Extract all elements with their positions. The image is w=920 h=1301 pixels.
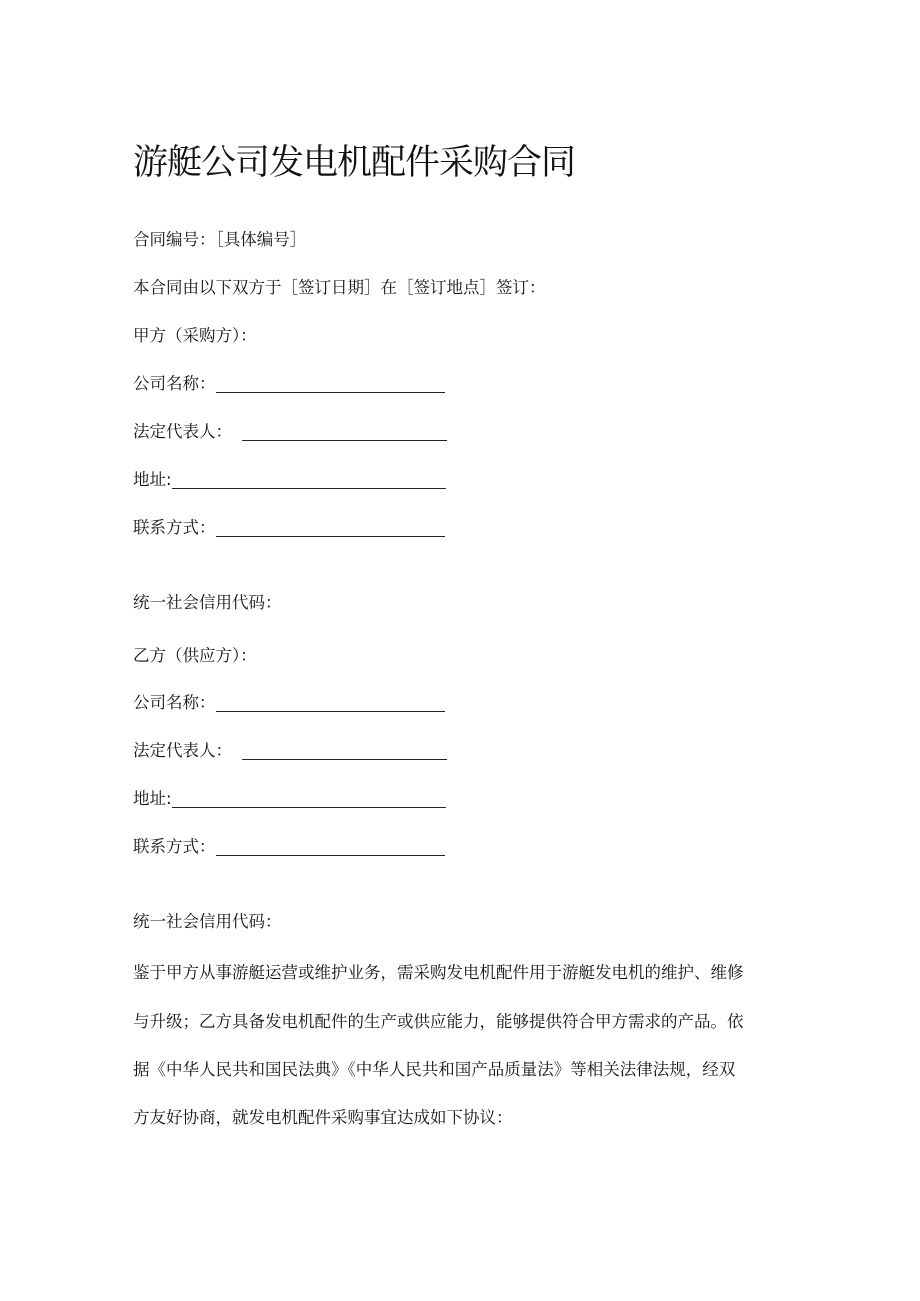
contract-number: 合同编号：［具体编号］ [133, 230, 307, 249]
party-b-rep-field [133, 739, 447, 763]
party-b-address-blank[interactable] [172, 789, 446, 808]
party-b-contact-blank[interactable] [216, 837, 445, 856]
party-b-credit-code: 统一社会信用代码： [133, 912, 282, 931]
party-a-rep-field [133, 420, 447, 444]
party-a-credit-code: 统一社会信用代码： [133, 593, 282, 612]
party-a-company-label: 公司名称： [133, 374, 216, 393]
party-b-address-field [133, 787, 446, 811]
preamble-line-2: 与升级；乙方具备发电机配件的生产或供应能力，能够提供符合甲方需求的产品。依 [133, 1012, 744, 1031]
party-a-address-blank[interactable] [172, 470, 446, 489]
party-a-heading: 甲方（采购方）： [133, 326, 257, 345]
party-a-rep-blank[interactable] [242, 422, 447, 441]
preamble-line-4: 方友好协商，就发电机配件采购事宜达成如下协议： [133, 1108, 513, 1127]
preamble-line-3: 据《中华人民共和国民法典》《中华人民共和国产品质量法》等相关法律法规，经双 [133, 1060, 736, 1079]
party-b-rep-blank[interactable] [242, 741, 447, 760]
party-a-company-blank[interactable] [216, 374, 445, 393]
party-b-rep-label: 法定代表人： [133, 741, 232, 760]
party-a-contact-blank[interactable] [216, 518, 445, 537]
preamble-line-1: 鉴于甲方从事游艇运营或维护业务，需采购发电机配件用于游艇发电机的维护、维修 [133, 963, 744, 982]
party-b-contact-label: 联系方式： [133, 837, 216, 856]
party-b-address-label: 地址: [133, 789, 172, 808]
party-a-company-field [133, 372, 445, 396]
party-a-rep-label: 法定代表人： [133, 422, 232, 441]
party-a-address-label: 地址: [133, 470, 172, 489]
party-b-company-field [133, 691, 445, 715]
contract-intro: 本合同由以下双方于［签订日期］在［签订地点］签订： [133, 278, 546, 297]
document-title: 游艇公司发电机配件采购合同 [133, 143, 576, 183]
party-a-contact-label: 联系方式： [133, 518, 216, 537]
party-b-heading: 乙方（供应方）： [133, 646, 257, 665]
party-b-contact-field [133, 835, 445, 859]
party-a-address-field [133, 468, 446, 492]
party-b-company-label: 公司名称： [133, 693, 216, 712]
party-a-contact-field [133, 516, 445, 540]
party-b-company-blank[interactable] [216, 693, 445, 712]
